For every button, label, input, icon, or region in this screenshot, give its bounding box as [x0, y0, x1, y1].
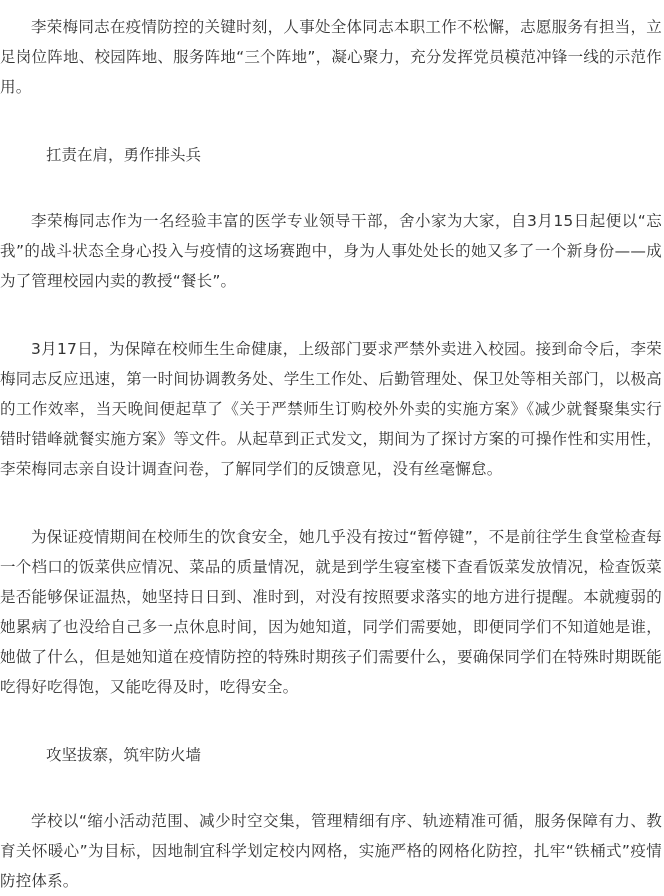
paragraph-spacer — [0, 170, 664, 206]
paragraph-meal-chief: 李荣梅同志作为一名经验丰富的医学专业领导干部，舍小家为大家，自3月15日起便以“忘我”的战斗状态全身心投入与疫情的这场赛跑中，身为人事处处长的她又多了一个新身份——成为了管理校园内卖的教授“餐长”。 — [0, 212, 662, 290]
paragraph-takeout-ban: 3月17日，为保障在校师生生命健康，上级部门要求严禁外卖进入校园。接到命令后，李荣梅同志反应迅速，第一时间协调教务处、学生工作处、后勤管理处、保卫处等相关部门，以极高的工作效率，当天晚间便起草了《关于严禁师生订购校外外卖的实施方案》《减少就餐聚集实行错时错峰就餐实施方案》等文件。从起草到正式发文，期间为了探讨方案的可操作性和实用性，李荣梅同志亲自设计调查问卷，了解同学们的反馈意见，没有丝毫懈怠。 — [0, 340, 662, 478]
paragraph-spacer — [0, 702, 664, 740]
paragraph-spacer — [0, 102, 664, 140]
section-heading-firewall: 攻坚拔寨，筑牢防火墙 — [46, 746, 202, 764]
paragraph-grid-control: 学校以“缩小活动范围、减少时空交集，管理精细有序、轨迹精准可循，服务保障有力、教育关怀暖心”为目标，因地制宜科学划定校内网格，实施严格的网格化防控，扎牢“铁桶式”疫情防控体系。 — [0, 812, 662, 890]
paragraph-spacer — [0, 296, 664, 334]
paragraph-spacer — [0, 484, 664, 522]
section-heading-responsibility: 扛责在肩，勇作排头兵 — [46, 146, 202, 164]
paragraph-food-safety: 为保证疫情期间在校师生的饮食安全，她几乎没有按过“暂停键”，不是前往学生食堂检查每一个档口的饭菜供应情况、菜品的质量情况，就是到学生寝室楼下查看饭菜发放情况，检查饭菜是否能够保证温热，她坚持日日到、准时到，对没有按照要求落实的地方进行提醒。本就瘦弱的她累病了也没给自己多一点休息时间，因为她知道，同学们需要她，即便同学们不知道她是谁，她做了什么，但是她知道在疫情防控的特殊时期孩子们需要什么，要确保同学们在特殊时期既能吃得好吃得饱，又能吃得及时，吃得安全。 — [0, 528, 662, 696]
paragraph-spacer — [0, 770, 664, 806]
paragraph-intro: 李荣梅同志在疫情防控的关键时刻，人事处全体同志本职工作不松懈，志愿服务有担当，立足岗位阵地、校园阵地、服务阵地“三个阵地”，凝心聚力，充分发挥党员模范冲锋一线的示范作用。 — [0, 18, 662, 96]
